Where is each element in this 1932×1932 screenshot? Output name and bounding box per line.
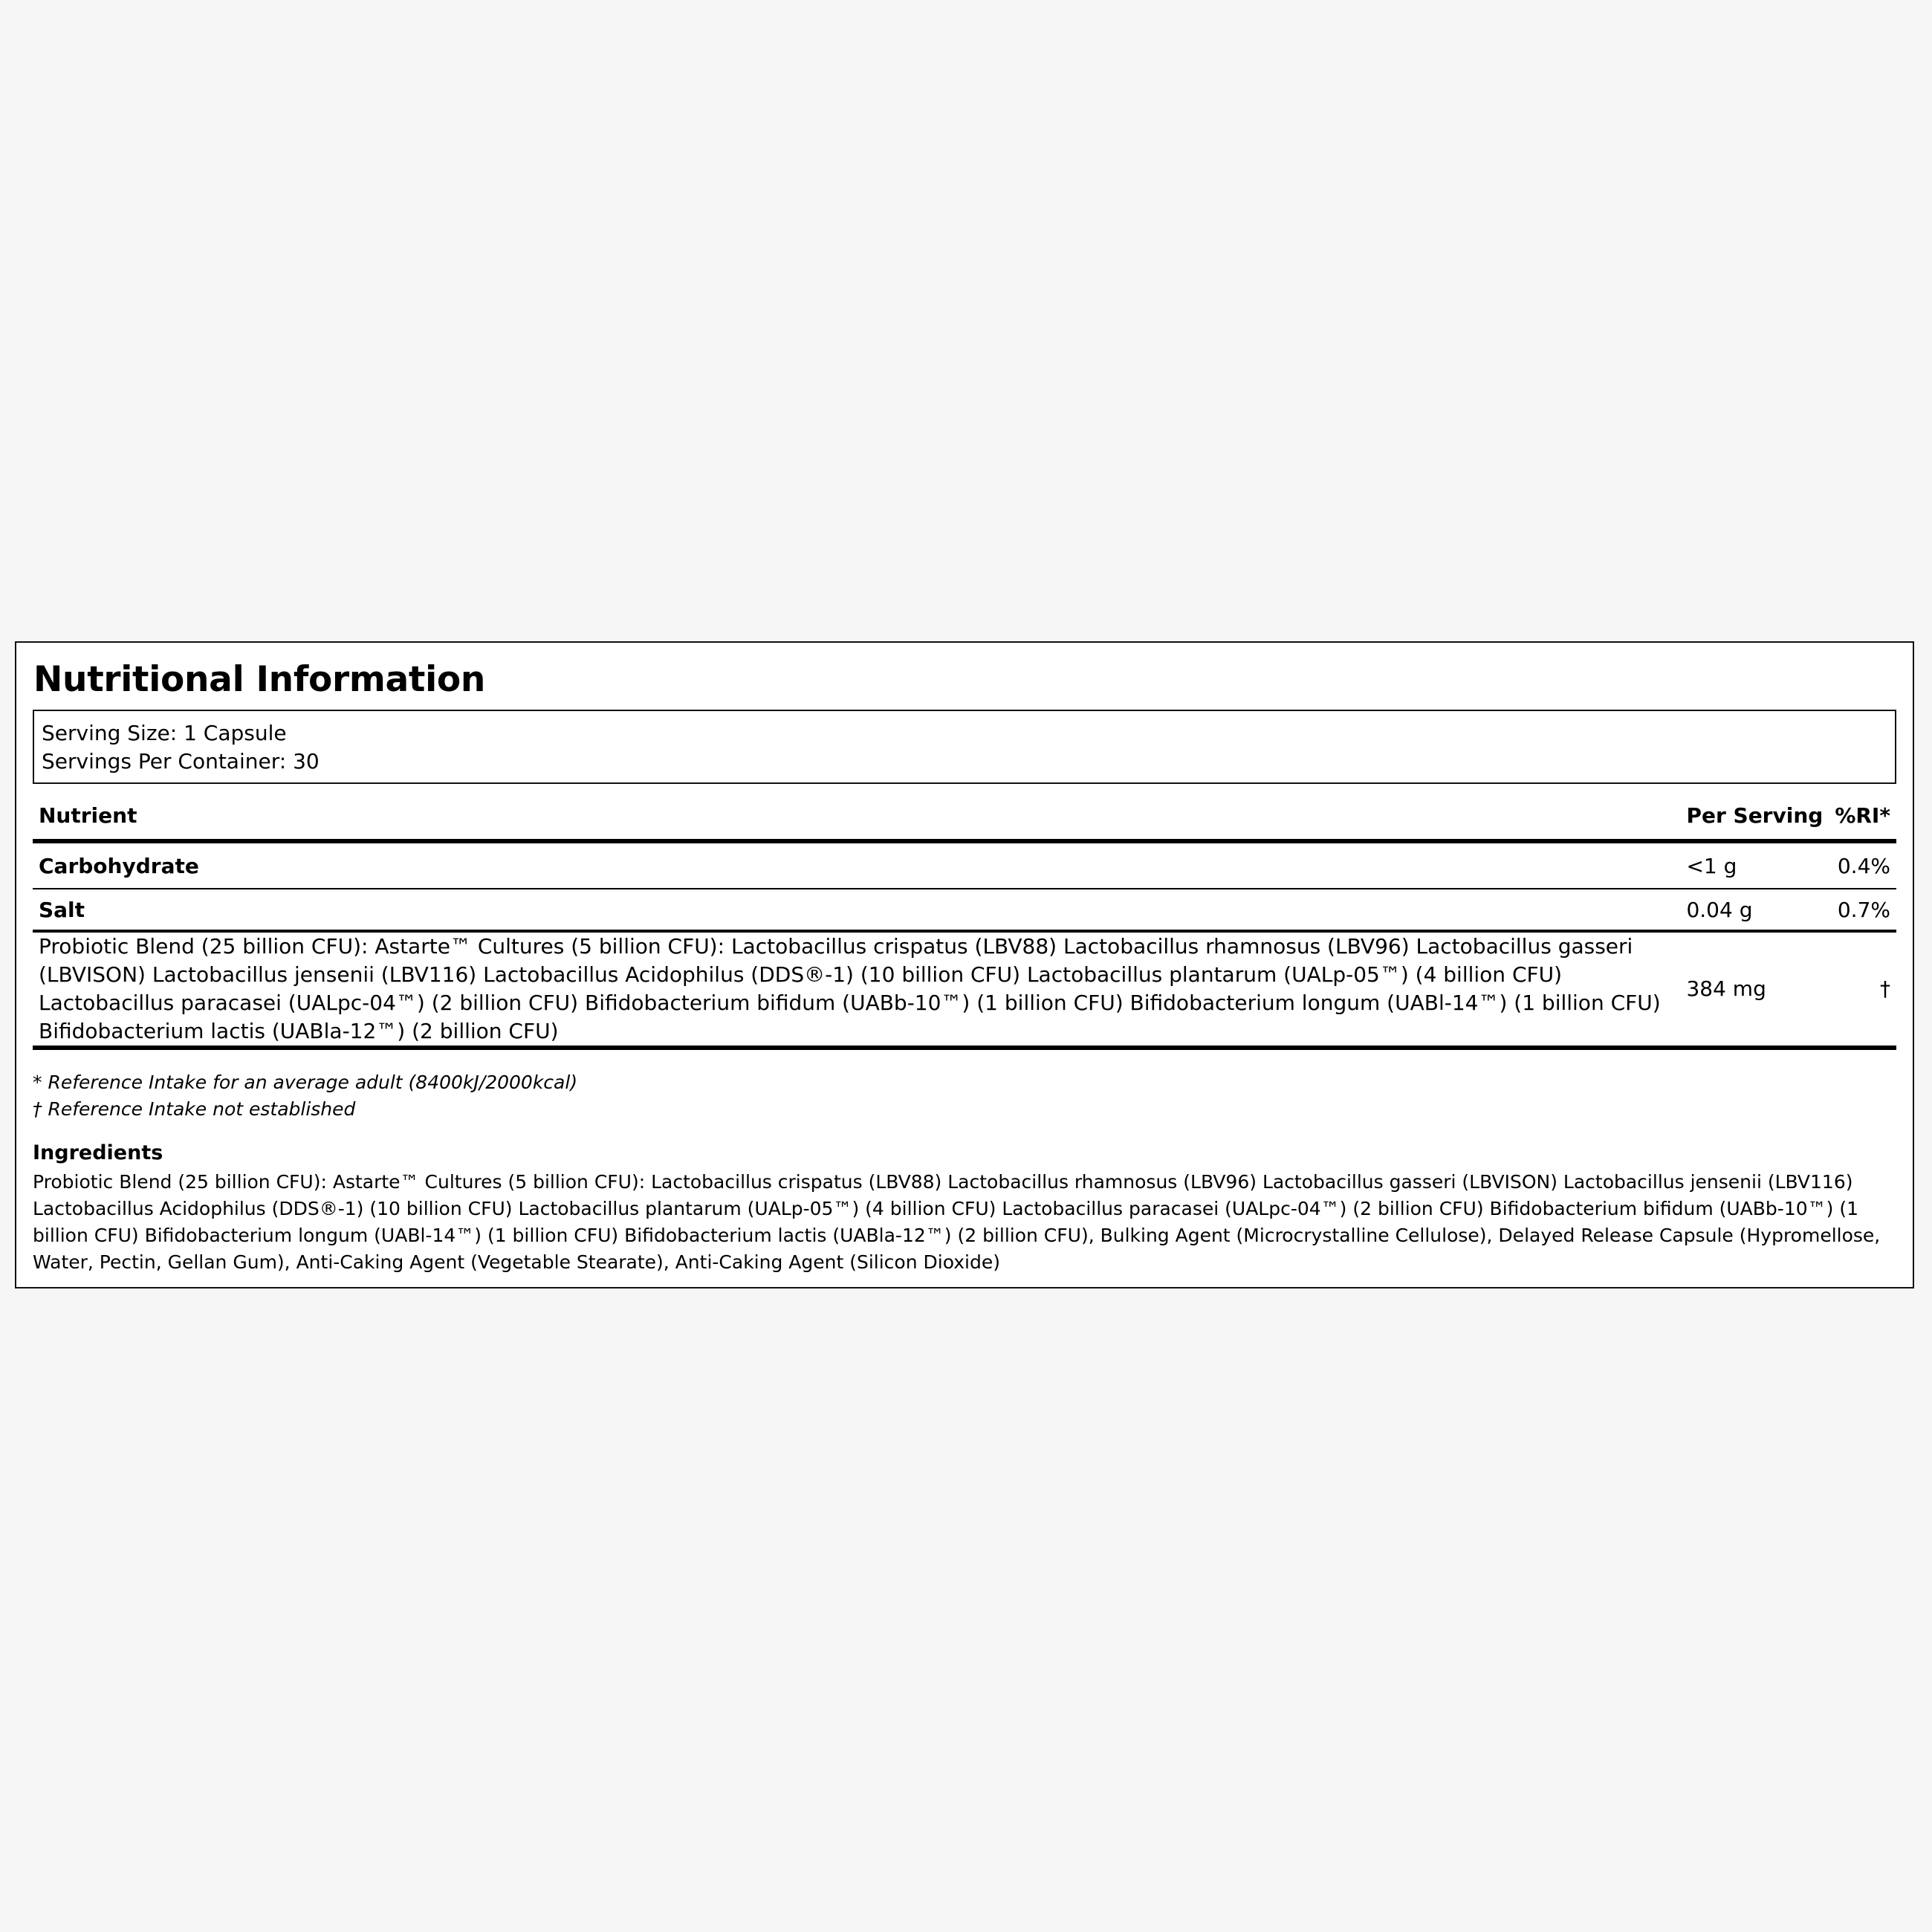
nutrient-name: Probiotic Blend (25 billion CFU): Astarte™ Cultures (5 billion CFU): Lactobacillus crispatus (LBV88) Lactobacillus rhamnosus (LBV96) Lactobacillus gasseri (LBVISON) Lactobacillus jensenii (LBV116) Lactobacillus Acidophilus (DDS®-1) (10 billion CFU) Lactobacillus plantarum (UALp-05™) (4 billion CFU) Lactobacillus paracasei (UALpc-04™) (2 billion CFU) Bifidobacterium bifidum (UABb-10™) (1 billion CFU) Bifidobacterium longum (UABl-14™) (1 billion CFU) Bifidobacterium lactis (UABla-12™) (2 billion CFU) bbox=[39, 934, 1661, 1043]
footnotes bbox=[33, 1069, 1896, 1123]
ri-value: † bbox=[1880, 976, 1890, 1001]
header-nutrient: Nutrient bbox=[39, 803, 137, 828]
per-serving-value: 384 mg bbox=[1686, 976, 1766, 1001]
footnote-reference-intake: * Reference Intake for an average adult (8400kJ/2000kcal) bbox=[33, 1072, 578, 1093]
table-row bbox=[33, 889, 1896, 931]
ingredients-text: Probiotic Blend (25 billion CFU): Astarte™ Cultures (5 billion CFU): Lactobacillus crispatus (LBV88) Lactobacillus rhamnosus (LBV96) Lactobacillus gasseri (LBVISON) Lactobacillus jensenii (LBV116) Lactobacillus Acidophilus (DDS®-1) (10 billion CFU) Lactobacillus plantarum (UALp-05™) (4 billion CFU) Lactobacillus paracasei (UALpc-04™) (2 billion CFU) Bifidobacterium bifidum (UABb-10™) (1 billion CFU) Bifidobacterium longum (UABl-14™) (1 billion CFU) Bifidobacterium lactis (UABla-12™) (2 billion CFU), Bulking Agent (Microcrystalline Cellulose), Delayed Release Capsule (Hypromellose, Water, Pectin, Gellan Gum), Anti-Caking Agent (Vegetable Stearate), Anti-Caking Agent (Silicon Dioxide) bbox=[33, 1171, 1881, 1273]
footnote-not-established: † Reference Intake not established bbox=[33, 1098, 356, 1120]
per-serving-value: 0.04 g bbox=[1686, 897, 1753, 922]
nutrition-table bbox=[33, 794, 1896, 1050]
ri-value: 0.4% bbox=[1837, 853, 1890, 878]
per-serving-value: <1 g bbox=[1686, 853, 1737, 878]
header-ri: %RI* bbox=[1835, 803, 1890, 828]
table-row bbox=[33, 931, 1896, 1048]
serving-info-box bbox=[33, 710, 1896, 784]
header-per-serving: Per Serving bbox=[1686, 803, 1824, 828]
ingredients-heading: Ingredients bbox=[33, 1141, 163, 1164]
table-header-row bbox=[33, 794, 1896, 841]
serving-size: Serving Size: 1 Capsule bbox=[42, 721, 287, 745]
servings-per-container: Servings Per Container: 30 bbox=[42, 749, 320, 774]
nutrient-name: Carbohydrate bbox=[39, 853, 199, 878]
ri-value: 0.7% bbox=[1837, 897, 1890, 922]
nutrient-name: Salt bbox=[39, 897, 85, 922]
panel-title: Nutritional Information bbox=[33, 659, 486, 700]
nutrition-panel bbox=[15, 641, 1914, 1288]
table-row bbox=[33, 841, 1896, 889]
